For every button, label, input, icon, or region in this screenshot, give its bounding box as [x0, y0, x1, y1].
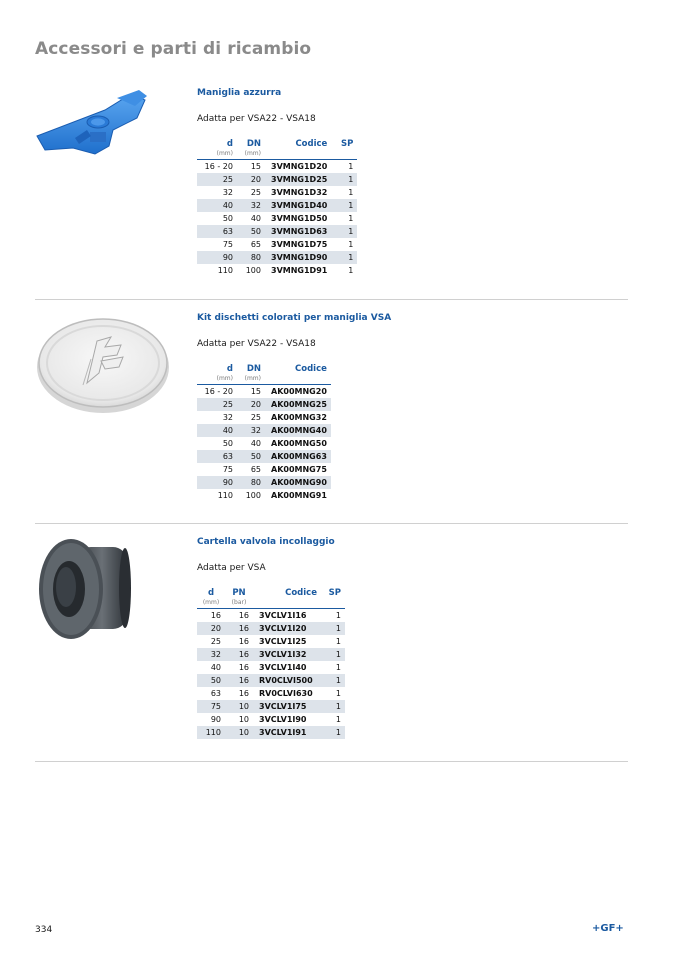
table-cell: 16 - 20	[204, 162, 233, 171]
table-cell: 50	[237, 450, 265, 463]
table-cell: 1	[348, 214, 354, 223]
col-header: d	[207, 588, 215, 598]
col-header: DN	[246, 139, 261, 149]
page-number: 334	[35, 925, 53, 935]
table-row	[197, 199, 357, 212]
table-cell: 32	[197, 648, 225, 661]
section-title: Kit dischetti colorati per maniglia VSA	[197, 313, 392, 323]
table-cell: 16	[238, 611, 249, 620]
spec-table	[197, 138, 357, 277]
table-cell: 20	[197, 622, 225, 635]
col-unit: (mm)	[237, 375, 265, 385]
col-header: d	[226, 139, 233, 149]
table-cell: 16	[225, 648, 253, 661]
table-cell: 40	[250, 439, 261, 448]
table-cell: 3VMNG1D32	[271, 188, 328, 197]
page-title: Accessori e parti di ricambio	[35, 39, 312, 59]
section-subtitle: Adatta per VSA	[197, 563, 266, 573]
table-cell: 16	[238, 663, 249, 672]
table-cell: 32	[222, 413, 233, 422]
table-cell: 15	[250, 387, 261, 396]
table-cell: 50	[197, 674, 225, 687]
section-subtitle: Adatta per VSA22 - VSA18	[197, 114, 316, 124]
table-cell: 20	[237, 173, 265, 186]
section-divider	[35, 299, 628, 300]
table-cell: 3VCLV1I32	[253, 648, 321, 661]
table-row	[197, 411, 331, 424]
table-row	[197, 622, 345, 635]
table-cell: 10	[225, 700, 253, 713]
table-cell: 1	[348, 266, 354, 275]
table-cell: 3VCLV1I40	[259, 663, 307, 672]
table-row	[197, 674, 345, 687]
table-cell: 3VMNG1D25	[265, 173, 331, 186]
table-cell: 1	[321, 622, 345, 635]
table-cell: 3VMNG1D50	[271, 214, 328, 223]
table-cell: 1	[331, 251, 357, 264]
table-cell: 16 - 20	[204, 387, 233, 396]
table-row	[197, 635, 345, 648]
table-cell: 3VCLV1I25	[259, 637, 307, 646]
table-cell: 90	[210, 715, 221, 724]
table-cell: 32	[237, 199, 265, 212]
table-cell: 1	[335, 663, 341, 672]
table-cell: 80	[237, 251, 265, 264]
table-cell: 110	[217, 266, 233, 275]
table-cell: 40	[197, 199, 237, 212]
table-cell: 3VCLV1I91	[253, 726, 321, 739]
table-row	[197, 476, 331, 489]
table-row	[197, 463, 331, 476]
table-cell: AK00MNG63	[265, 450, 331, 463]
table-cell: 3VCLV1I90	[259, 715, 307, 724]
table-cell: 90	[197, 251, 237, 264]
table-row	[197, 264, 357, 277]
col-unit: (bar)	[225, 599, 253, 609]
table-cell: 100	[245, 266, 261, 275]
col-unit: (mm)	[197, 375, 237, 385]
table-row	[197, 687, 345, 700]
col-unit	[265, 375, 331, 385]
table-row	[197, 212, 357, 225]
col-unit: (mm)	[197, 599, 225, 609]
table-cell: RV0CLVI630	[259, 689, 313, 698]
section-cartella-valvola	[35, 537, 628, 757]
table-cell: 3VMNG1D20	[271, 162, 328, 171]
valve-end-image	[37, 537, 137, 645]
table-cell: 50	[222, 439, 233, 448]
table-cell: 63	[197, 225, 237, 238]
col-unit: (mm)	[197, 150, 237, 160]
table-cell: 1	[331, 199, 357, 212]
table-row	[197, 450, 331, 463]
table-cell: 3VCLV1I16	[259, 611, 307, 620]
table-cell: 40	[197, 424, 237, 437]
table-cell: 63	[210, 689, 221, 698]
table-cell: 16	[238, 637, 249, 646]
table-cell: 50	[237, 225, 265, 238]
table-row	[197, 609, 345, 623]
section-title: Maniglia azzurra	[197, 88, 282, 98]
table-row	[197, 398, 331, 411]
table-cell: 25	[197, 398, 237, 411]
table-cell: 10	[225, 726, 253, 739]
spec-table	[197, 587, 345, 739]
table-row	[197, 424, 331, 437]
section-title: Cartella valvola incollaggio	[197, 537, 335, 547]
table-cell: 25	[250, 413, 261, 422]
table-cell: 20	[237, 398, 265, 411]
table-cell: 15	[250, 162, 261, 171]
col-unit	[331, 150, 357, 160]
col-header: SP	[328, 588, 341, 598]
table-cell: 1	[348, 188, 354, 197]
col-unit	[321, 599, 345, 609]
table-row	[197, 648, 345, 661]
table-cell: 3VCLV1I75	[253, 700, 321, 713]
table-cell: 3VMNG1D75	[271, 240, 328, 249]
col-unit	[253, 599, 321, 609]
table-cell: 3VMNG1D63	[265, 225, 331, 238]
table-cell: 110	[217, 491, 233, 500]
table-cell: 65	[250, 465, 261, 474]
colored-disc-image	[35, 313, 171, 421]
table-cell: 3VMNG1D40	[265, 199, 331, 212]
table-cell: 3VMNG1D91	[271, 266, 328, 275]
table-cell: 75	[222, 240, 233, 249]
table-cell: 25	[197, 173, 237, 186]
table-cell: 1	[331, 225, 357, 238]
table-cell: AK00MNG25	[265, 398, 331, 411]
table-cell: 10	[238, 715, 249, 724]
table-cell: 1	[348, 240, 354, 249]
table-cell: 40	[210, 663, 221, 672]
table-cell: 1	[321, 726, 345, 739]
table-cell: 80	[237, 476, 265, 489]
col-header: d	[226, 364, 233, 374]
col-header: DN	[246, 364, 261, 374]
table-row	[197, 489, 331, 502]
table-row	[197, 186, 357, 199]
col-header: Codice	[295, 139, 328, 149]
table-cell: 1	[335, 689, 341, 698]
table-row	[197, 437, 331, 450]
table-cell: 32	[237, 424, 265, 437]
table-cell: 40	[250, 214, 261, 223]
table-cell: 75	[222, 465, 233, 474]
table-cell: 1	[335, 637, 341, 646]
table-row	[197, 713, 345, 726]
table-cell: 25	[210, 637, 221, 646]
table-cell: RV0CLVI500	[253, 674, 321, 687]
section-kit-dischetti	[35, 313, 628, 513]
section-subtitle: Adatta per VSA22 - VSA18	[197, 339, 316, 349]
table-cell: 32	[222, 188, 233, 197]
table-row	[197, 173, 357, 186]
table-cell: AK00MNG32	[271, 413, 327, 422]
spec-table	[197, 363, 331, 502]
table-cell: 16	[225, 622, 253, 635]
col-header: Codice	[285, 588, 317, 598]
table-cell: AK00MNG90	[265, 476, 331, 489]
table-cell: 1	[321, 674, 345, 687]
table-row	[197, 238, 357, 251]
table-cell: 25	[250, 188, 261, 197]
table-cell: 50	[222, 214, 233, 223]
table-row	[197, 160, 357, 174]
table-cell: 75	[197, 700, 225, 713]
table-cell: AK00MNG20	[271, 387, 327, 396]
table-cell: 110	[197, 726, 225, 739]
col-header: SP	[340, 139, 354, 149]
table-cell: AK00MNG50	[271, 439, 327, 448]
section-maniglia-azzurra	[35, 88, 628, 288]
table-cell: 63	[197, 450, 237, 463]
table-row	[197, 700, 345, 713]
table-cell: 65	[250, 240, 261, 249]
table-cell: 1	[335, 611, 341, 620]
table-row	[197, 661, 345, 674]
table-cell: 16	[225, 674, 253, 687]
col-unit: (mm)	[237, 150, 265, 160]
col-unit	[265, 150, 331, 160]
table-cell: 3VMNG1D90	[265, 251, 331, 264]
table-cell: AK00MNG75	[271, 465, 327, 474]
table-cell: 1	[321, 700, 345, 713]
table-row	[197, 385, 331, 399]
table-cell: AK00MNG40	[265, 424, 331, 437]
col-header: Codice	[295, 364, 327, 374]
table-cell: 1	[321, 648, 345, 661]
col-header: PN	[232, 588, 246, 598]
table-cell: 3VCLV1I20	[253, 622, 321, 635]
table-row	[197, 726, 345, 739]
table-cell: 16	[210, 611, 221, 620]
table-cell: 1	[331, 173, 357, 186]
blue-handle-image	[35, 88, 153, 172]
gf-logo: +GF+	[592, 923, 624, 934]
table-cell: 1	[335, 715, 341, 724]
table-cell: 16	[238, 689, 249, 698]
table-cell: AK00MNG91	[271, 491, 327, 500]
table-row	[197, 225, 357, 238]
table-cell: 1	[348, 162, 354, 171]
section-divider	[35, 761, 628, 762]
table-row	[197, 251, 357, 264]
table-cell: 100	[245, 491, 261, 500]
table-cell: 90	[197, 476, 237, 489]
section-divider	[35, 523, 628, 524]
